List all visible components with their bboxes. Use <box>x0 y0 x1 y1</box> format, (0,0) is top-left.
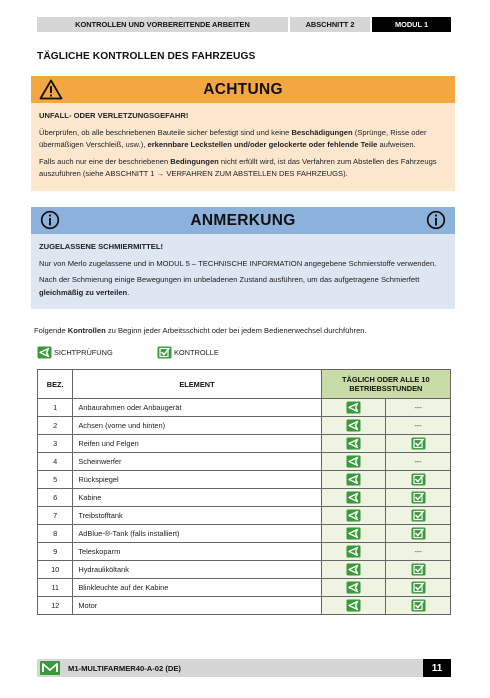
row-visual-mark <box>321 435 386 453</box>
row-check-mark <box>386 435 451 453</box>
note-paragraph-2: Nach der Schmierung einige Bewegungen im unbeladenen Zustand ausführen, um das aufgetragene Schmierfett gleichmäßig zu verteilen. <box>39 275 420 297</box>
checkbox-icon <box>411 527 426 540</box>
checkbox-icon <box>411 563 426 576</box>
row-visual-mark <box>321 597 386 615</box>
dash-value: --- <box>414 403 422 412</box>
row-check-mark <box>386 579 451 597</box>
warning-paragraph-2: Falls auch nur eine der beschriebenen Bedingungen nicht erfüllt wird, ist das Verfahren zum Abstellen des Fahrzeugs auszuführen (siehe ABSCHNITT 1 → VERFAHREN ZUM ABSTELLEN DES FAHRZEUGS). <box>39 156 437 178</box>
warning-heading: UNFALL- ODER VERLETZUNGSGEFAHR! <box>39 111 189 120</box>
row-number: 1 <box>38 399 73 417</box>
row-visual-mark <box>321 543 386 561</box>
visual-inspection-icon <box>346 563 361 576</box>
checkbox-icon <box>411 599 426 612</box>
row-visual-mark <box>321 417 386 435</box>
row-check-mark <box>386 525 451 543</box>
dash-value: --- <box>414 547 422 556</box>
row-element: Rückspiegel <box>73 471 321 489</box>
row-element: Blinkleuchte auf der Kabine <box>73 579 321 597</box>
row-element: Scheinwerfer <box>73 453 321 471</box>
row-element: Kabine <box>73 489 321 507</box>
row-check-mark <box>386 597 451 615</box>
row-element: Treibstofftank <box>73 507 321 525</box>
info-circle-icon <box>40 210 60 230</box>
row-number: 7 <box>38 507 73 525</box>
table-row <box>38 543 451 561</box>
checks-table <box>37 369 451 615</box>
visual-inspection-icon <box>346 599 361 612</box>
checkbox-icon <box>411 491 426 504</box>
col-element-header: ELEMENT <box>73 370 321 399</box>
table-row <box>38 525 451 543</box>
row-visual-mark <box>321 525 386 543</box>
visual-inspection-icon <box>346 545 361 558</box>
table-row <box>38 417 451 435</box>
dash-value: --- <box>414 421 422 430</box>
warning-paragraph-1: Überprüfen, ob alle beschriebenen Bauteile sicher befestigt sind und keine Beschädigungen (Sprünge, Risse oder übermäßigen Verschleiß, usw.), erkennbare Leckstellen und/oder gelockerte oder fehlende Teile aufweisen. <box>39 127 427 149</box>
row-visual-mark <box>321 579 386 597</box>
visual-inspection-icon <box>346 419 361 432</box>
header-section: ABSCHNITT 2 <box>290 17 370 32</box>
visual-inspection-icon <box>346 491 361 504</box>
visual-inspection-icon <box>346 581 361 594</box>
intro-text: Folgende Kontrollen zu Beginn jeder Arbeitsschicht oder bei jedem Bedienerwechsel durchführen. <box>34 326 367 335</box>
row-element: Hydrauliköltank <box>73 561 321 579</box>
row-check-mark <box>386 507 451 525</box>
visual-inspection-icon <box>37 346 52 359</box>
legend-visual <box>37 346 113 359</box>
row-element: Achsen (vorne und hinten) <box>73 417 321 435</box>
table-row <box>38 399 451 417</box>
checkbox-icon <box>411 509 426 522</box>
header-section-title: KONTROLLEN UND VORBEREITENDE ARBEITEN <box>37 17 288 32</box>
info-circle-icon <box>426 210 446 230</box>
row-visual-mark <box>321 453 386 471</box>
row-element: Anbaurahmen oder Anbaugerät <box>73 399 321 417</box>
row-visual-mark <box>321 399 386 417</box>
row-visual-mark <box>321 489 386 507</box>
row-check-mark <box>386 561 451 579</box>
row-visual-mark <box>321 471 386 489</box>
checkbox-icon <box>157 346 172 359</box>
row-number: 8 <box>38 525 73 543</box>
row-element: Motor <box>73 597 321 615</box>
visual-inspection-icon <box>346 527 361 540</box>
row-check-mark <box>386 471 451 489</box>
note-heading: ZUGELASSENE SCHMIERMITTEL! <box>39 242 164 251</box>
row-visual-mark <box>321 507 386 525</box>
row-number: 6 <box>38 489 73 507</box>
table-row <box>38 597 451 615</box>
table-header-row <box>38 370 451 399</box>
row-check-mark <box>386 453 451 471</box>
visual-inspection-icon <box>346 455 361 468</box>
row-element: AdBlue-®-Tank (falls installiert) <box>73 525 321 543</box>
table-row <box>38 579 451 597</box>
row-number: 3 <box>38 435 73 453</box>
note-title: ANMERKUNG <box>190 211 296 229</box>
legend-check-label: KONTROLLE <box>174 348 219 357</box>
visual-inspection-icon <box>346 509 361 522</box>
row-number: 11 <box>38 579 73 597</box>
table-row <box>38 561 451 579</box>
page-title: TÄGLICHE KONTROLLEN DES FAHRZEUGS <box>37 51 256 62</box>
row-number: 9 <box>38 543 73 561</box>
checkbox-icon <box>411 581 426 594</box>
checkbox-icon <box>411 473 426 486</box>
merlo-logo-icon <box>40 661 60 675</box>
page-footer <box>37 659 451 677</box>
note-box <box>31 207 455 309</box>
row-check-mark <box>386 543 451 561</box>
note-body <box>31 234 455 309</box>
col-daily-header: TÄGLICH ODER ALLE 10 BETRIEBSSTUNDEN <box>321 370 450 399</box>
table-row <box>38 489 451 507</box>
visual-inspection-icon <box>346 437 361 450</box>
table-row <box>38 471 451 489</box>
row-number: 5 <box>38 471 73 489</box>
table-body <box>38 399 451 615</box>
visual-inspection-icon <box>346 401 361 414</box>
table-row <box>38 435 451 453</box>
checkbox-icon <box>411 437 426 450</box>
row-visual-mark <box>321 561 386 579</box>
row-number: 4 <box>38 453 73 471</box>
row-number: 2 <box>38 417 73 435</box>
legend-visual-label: SICHTPRÜFUNG <box>54 348 113 357</box>
warning-body <box>31 103 455 191</box>
col-num-header: BEZ. <box>38 370 73 399</box>
row-number: 12 <box>38 597 73 615</box>
page-header <box>37 17 451 32</box>
warning-triangle-icon <box>39 79 63 100</box>
warning-title: ACHTUNG <box>203 80 283 98</box>
row-check-mark <box>386 489 451 507</box>
note-bar <box>31 207 455 234</box>
row-element: Reifen und Felgen <box>73 435 321 453</box>
legend-check <box>157 346 219 359</box>
table-row <box>38 453 451 471</box>
note-paragraph-1: Nur von Merlo zugelassene und in MODUL 5 – TECHNISCHE INFORMATION angegebene Schmierstoffe verwenden. <box>39 258 437 268</box>
dash-value: --- <box>414 457 422 466</box>
row-element: Teleskoparm <box>73 543 321 561</box>
row-number: 10 <box>38 561 73 579</box>
row-check-mark <box>386 417 451 435</box>
visual-inspection-icon <box>346 473 361 486</box>
document-code: M1-MULTIFARMER40-A-02 (DE) <box>68 663 181 673</box>
header-module: MODUL 1 <box>372 17 451 32</box>
table-row <box>38 507 451 525</box>
page-number: 11 <box>423 659 451 677</box>
row-check-mark <box>386 399 451 417</box>
warning-bar <box>31 76 455 103</box>
warning-box <box>31 76 455 191</box>
